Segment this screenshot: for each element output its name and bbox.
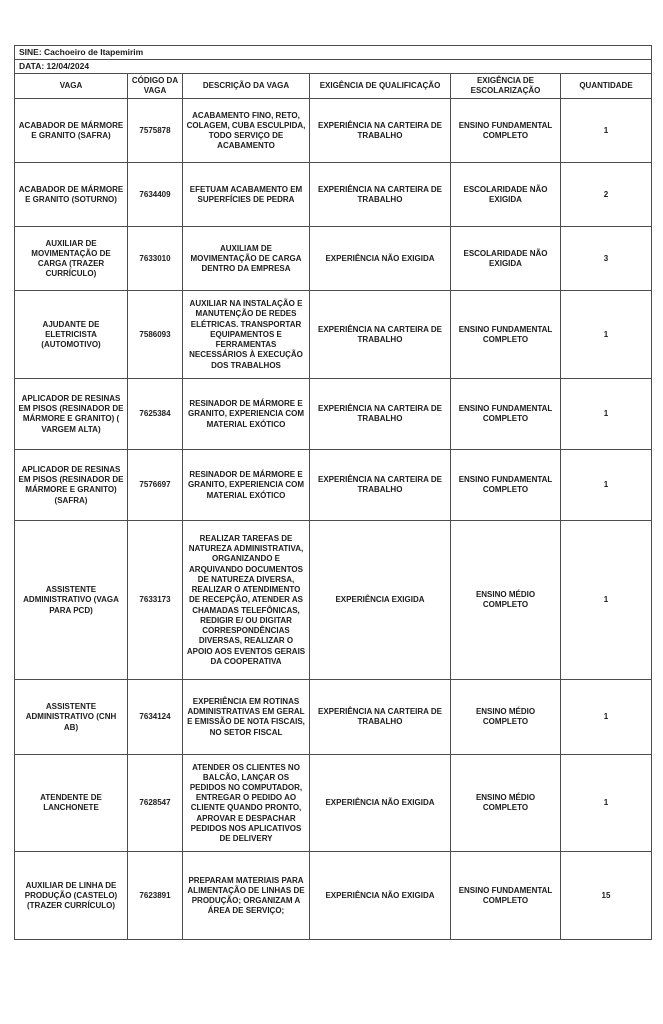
- cell-codigo: 7576697: [128, 450, 183, 521]
- cell-qualificacao: EXPERIÊNCIA NÃO EXIGIDA: [310, 852, 451, 940]
- cell-descricao: RESINADOR DE MÁRMORE E GRANITO, EXPERIENCIA COM MATERIAL EXÓTICO: [183, 450, 310, 521]
- document-sheet: [14, 45, 651, 940]
- column-header-row: [15, 74, 652, 99]
- cell-codigo: 7628547: [128, 755, 183, 852]
- cell-escolarizacao: ENSINO MÉDIO COMPLETO: [451, 755, 561, 852]
- cell-escolarizacao: ENSINO MÉDIO COMPLETO: [451, 680, 561, 755]
- job-vacancy-table: [14, 45, 652, 940]
- column-header-descricao: DESCRIÇÃO DA VAGA: [183, 74, 310, 99]
- table-row: [15, 227, 652, 291]
- cell-quantidade: 1: [561, 755, 652, 852]
- cell-codigo: 7633010: [128, 227, 183, 291]
- cell-codigo: 7623891: [128, 852, 183, 940]
- cell-escolarizacao: ENSINO FUNDAMENTAL COMPLETO: [451, 852, 561, 940]
- cell-escolarizacao: ENSINO FUNDAMENTAL COMPLETO: [451, 291, 561, 379]
- cell-quantidade: 3: [561, 227, 652, 291]
- cell-escolarizacao: ENSINO FUNDAMENTAL COMPLETO: [451, 379, 561, 450]
- cell-codigo: 7586093: [128, 291, 183, 379]
- cell-codigo: 7625384: [128, 379, 183, 450]
- cell-qualificacao: EXPERIÊNCIA NA CARTEIRA DE TRABALHO: [310, 680, 451, 755]
- cell-vaga: AUXILIAR DE LINHA DE PRODUÇÃO (CASTELO) (TRAZER CURRÍCULO): [15, 852, 128, 940]
- cell-qualificacao: EXPERIÊNCIA NA CARTEIRA DE TRABALHO: [310, 99, 451, 163]
- cell-vaga: AJUDANTE DE ELETRICISTA (AUTOMOTIVO): [15, 291, 128, 379]
- cell-vaga: APLICADOR DE RESINAS EM PISOS (RESINADOR DE MÁRMORE E GRANITO) ( VARGEM ALTA): [15, 379, 128, 450]
- cell-escolarizacao: ESCOLARIDADE NÃO EXIGIDA: [451, 163, 561, 227]
- date-title-row: [15, 60, 652, 74]
- table-row: [15, 680, 652, 755]
- table-row: [15, 291, 652, 379]
- cell-qualificacao: EXPERIÊNCIA NA CARTEIRA DE TRABALHO: [310, 163, 451, 227]
- cell-quantidade: 1: [561, 99, 652, 163]
- cell-escolarizacao: ENSINO FUNDAMENTAL COMPLETO: [451, 99, 561, 163]
- cell-qualificacao: EXPERIÊNCIA NÃO EXIGIDA: [310, 227, 451, 291]
- column-header-qualificacao: EXIGÊNCIA DE QUALIFICAÇÃO: [310, 74, 451, 99]
- sine-title-row: [15, 46, 652, 60]
- cell-quantidade: 1: [561, 521, 652, 680]
- cell-quantidade: 15: [561, 852, 652, 940]
- table-row: [15, 521, 652, 680]
- table-row: [15, 852, 652, 940]
- cell-qualificacao: EXPERIÊNCIA NA CARTEIRA DE TRABALHO: [310, 291, 451, 379]
- cell-vaga: ASSISTENTE ADMINISTRATIVO (VAGA PARA PCD): [15, 521, 128, 680]
- cell-descricao: EFETUAM ACABAMENTO EM SUPERFÍCIES DE PEDRA: [183, 163, 310, 227]
- column-header-escolarizacao: EXIGÊNCIA DE ESCOLARIZAÇÃO: [451, 74, 561, 99]
- cell-qualificacao: EXPERIÊNCIA NÃO EXIGIDA: [310, 755, 451, 852]
- table-row: [15, 163, 652, 227]
- cell-quantidade: 2: [561, 163, 652, 227]
- column-header-quantidade: QUANTIDADE: [561, 74, 652, 99]
- cell-quantidade: 1: [561, 450, 652, 521]
- cell-codigo: 7575878: [128, 99, 183, 163]
- cell-vaga: ACABADOR DE MÁRMORE E GRANITO (SAFRA): [15, 99, 128, 163]
- cell-vaga: APLICADOR DE RESINAS EM PISOS (RESINADOR DE MÁRMORE E GRANITO) (SAFRA): [15, 450, 128, 521]
- sine-title: SINE: Cachoeiro de Itapemirim: [15, 46, 652, 60]
- cell-escolarizacao: ENSINO MÉDIO COMPLETO: [451, 521, 561, 680]
- cell-codigo: 7634124: [128, 680, 183, 755]
- cell-vaga: ATENDENTE DE LANCHONETE: [15, 755, 128, 852]
- table-row: [15, 450, 652, 521]
- cell-quantidade: 1: [561, 291, 652, 379]
- table-row: [15, 379, 652, 450]
- column-header-vaga: VAGA: [15, 74, 128, 99]
- cell-qualificacao: EXPERIÊNCIA NA CARTEIRA DE TRABALHO: [310, 379, 451, 450]
- cell-descricao: EXPERIÊNCIA EM ROTINAS ADMINISTRATIVAS EM GERAL E EMISSÃO DE NOTA FISCAIS, NO SETOR FISCAL: [183, 680, 310, 755]
- cell-qualificacao: EXPERIÊNCIA EXIGIDA: [310, 521, 451, 680]
- cell-descricao: AUXILIAM DE MOVIMENTAÇÃO DE CARGA DENTRO DA EMPRESA: [183, 227, 310, 291]
- column-header-codigo: CÓDIGO DA VAGA: [128, 74, 183, 99]
- table-row: [15, 755, 652, 852]
- cell-escolarizacao: ESCOLARIDADE NÃO EXIGIDA: [451, 227, 561, 291]
- cell-escolarizacao: ENSINO FUNDAMENTAL COMPLETO: [451, 450, 561, 521]
- job-table-body: [15, 99, 652, 940]
- cell-descricao: AUXILIAR NA INSTALAÇÃO E MANUTENÇÃO DE REDES ELÉTRICAS. TRANSPORTAR EQUIPAMENTOS E FERRAMENTAS NECESSÁRIOS À EXECUÇÃO DOS TRABALHOS: [183, 291, 310, 379]
- date-title: DATA: 12/04/2024: [15, 60, 652, 74]
- cell-descricao: PREPARAM MATERIAIS PARA ALIMENTAÇÃO DE LINHAS DE PRODUÇÃO; ORGANIZAM A ÁREA DE SERVIÇO;: [183, 852, 310, 940]
- cell-codigo: 7633173: [128, 521, 183, 680]
- cell-qualificacao: EXPERIÊNCIA NA CARTEIRA DE TRABALHO: [310, 450, 451, 521]
- cell-descricao: RESINADOR DE MÁRMORE E GRANITO, EXPERIENCIA COM MATERIAL EXÓTICO: [183, 379, 310, 450]
- cell-vaga: ACABADOR DE MÁRMORE E GRANITO (SOTURNO): [15, 163, 128, 227]
- cell-vaga: AUXILIAR DE MOVIMENTAÇÃO DE CARGA (TRAZER CURRÍCULO): [15, 227, 128, 291]
- cell-descricao: ACABAMENTO FINO, RETO, COLAGEM, CUBA ESCULPIDA, TODO SERVIÇO DE ACABAMENTO: [183, 99, 310, 163]
- cell-quantidade: 1: [561, 379, 652, 450]
- cell-descricao: REALIZAR TAREFAS DE NATUREZA ADMINISTRATIVA, ORGANIZANDO E ARQUIVANDO DOCUMENTOS DE NATUREZA DIVERSA, REALIZAR O ATENDIMENTO DE RECEPÇÃO, ATENDER AS CHAMADAS TELEFÔNICAS, REDIGIR E/ OU DIGITAR CORRESPONDÊNCIAS DIVERSAS, REALIZAR O APOIO AOS EVENTOS GERAIS DA COOPERATIVA: [183, 521, 310, 680]
- cell-descricao: ATENDER OS CLIENTES NO BALCÃO, LANÇAR OS PEDIDOS NO COMPUTADOR, ENTREGAR O PEDIDO AO CLIENTE QUANDO PRONTO, APROVAR E DESPACHAR PEDIDOS NOS APLICATIVOS DE DELIVERY: [183, 755, 310, 852]
- cell-quantidade: 1: [561, 680, 652, 755]
- cell-codigo: 7634409: [128, 163, 183, 227]
- table-row: [15, 99, 652, 163]
- cell-vaga: ASSISTENTE ADMINISTRATIVO (CNH AB): [15, 680, 128, 755]
